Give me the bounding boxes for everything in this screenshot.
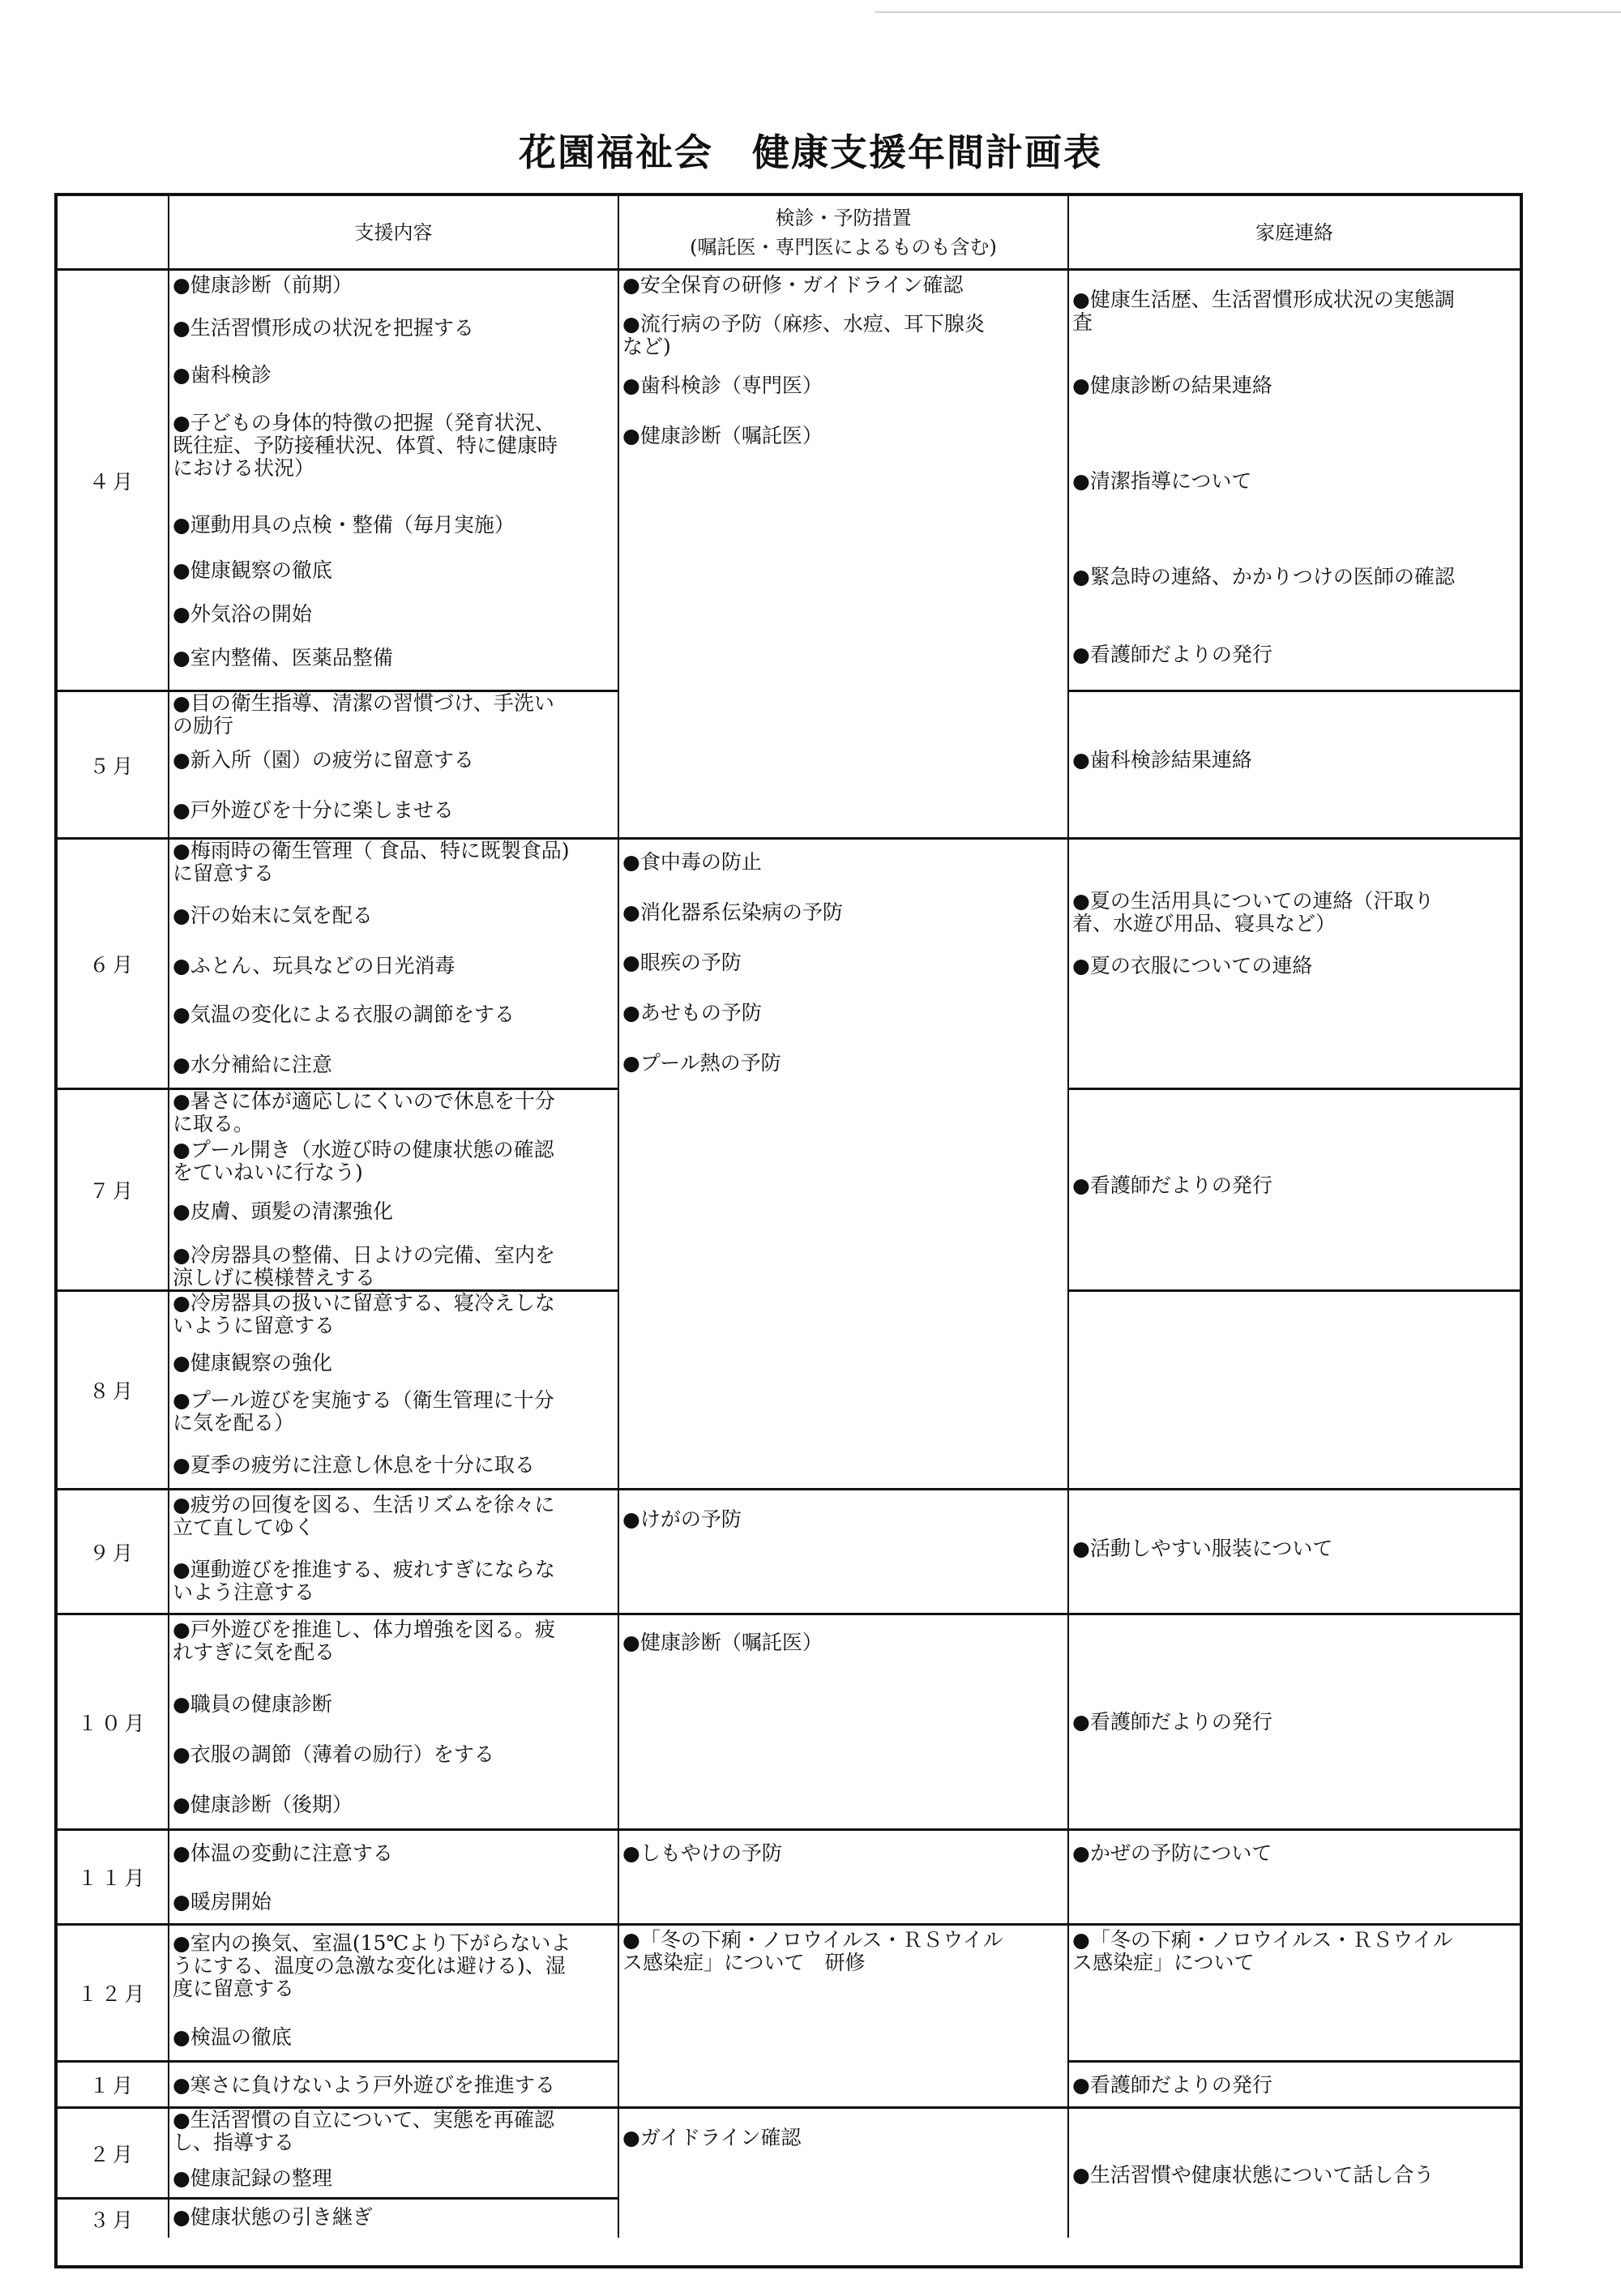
month-label: ７月 <box>58 1090 169 1292</box>
support-item: ●暑さに体が適応しにくいので休息を十分 に取る。 <box>173 1090 555 1135</box>
checkup-cell-feb-mar <box>619 2109 1069 2238</box>
checkup-cell-jun-aug <box>619 840 1069 1490</box>
family-item: ●看護師だよりの発行 <box>1072 1710 1272 1734</box>
checkup-item: ●健康診断（嘱託医） <box>622 424 823 447</box>
checkup-item: ●流行病の予防（麻疹、水痘、耳下腺炎 など) <box>622 312 985 358</box>
header-checkup <box>619 196 1069 271</box>
checkup-item: ●しもやけの予防 <box>622 1841 782 1865</box>
family-item: ●健康生活歴、生活習慣形成状況の実態調 査 <box>1072 288 1455 334</box>
family-item: ●看護師だよりの発行 <box>1072 2073 1272 2097</box>
support-cell-jan <box>169 2063 619 2109</box>
support-item: ●戸外遊びを十分に楽しませる <box>173 798 454 822</box>
support-item: ●体温の変動に注意する <box>173 1841 393 1865</box>
support-item: ●生活習慣の自立について、実態を再確認 し、指導する <box>173 2109 554 2154</box>
month-label: １月 <box>58 2063 169 2109</box>
support-item: ●気温の変化による衣服の調節をする <box>173 1003 515 1026</box>
checkup-item: ●歯科検診（専門医） <box>622 374 823 397</box>
checkup-item: ●けがの予防 <box>622 1507 742 1531</box>
support-item: ●運動遊びを推進する、疲れすぎにならな いよう注意する <box>173 1558 555 1604</box>
header-support <box>169 196 619 271</box>
support-cell-may <box>169 692 619 840</box>
month-label: １１月 <box>58 1831 169 1926</box>
checkup-cell-sep <box>619 1490 1069 1615</box>
support-item: ●健康状態の引き継ぎ <box>173 2205 373 2229</box>
support-item: ●皮膚、頭髪の清潔強化 <box>173 1199 393 1223</box>
family-item: ●活動しやすい服装について <box>1072 1537 1333 1560</box>
support-item: ●室内整備、医薬品整備 <box>173 646 393 669</box>
family-item: ●夏の生活用具についての連絡（汗取り 着、水遊び用品、寝具など） <box>1072 889 1435 935</box>
page-title: 花園福祉会 健康支援年間計画表 <box>519 130 1102 174</box>
header-checkup-line2: (嘱託医・専門医によるものも含む) <box>690 235 997 259</box>
checkup-cell-nov <box>619 1831 1069 1926</box>
family-item: ●看護師だよりの発行 <box>1072 1174 1272 1197</box>
support-item: ●夏季の疲労に注意し休息を十分に取る <box>173 1453 535 1477</box>
family-cell-may <box>1069 692 1520 840</box>
support-cell-jun <box>169 840 619 1090</box>
family-cell-jul <box>1069 1090 1520 1292</box>
support-item: ●疲労の回復を図る、生活リズムを徐々に 立て直してゆく <box>173 1493 555 1539</box>
checkup-item: ●プール熱の予防 <box>622 1051 781 1075</box>
header-month <box>58 196 169 271</box>
support-cell-dec <box>169 1926 619 2063</box>
support-item: ●運動用具の点検・整備（毎月実施） <box>173 513 515 537</box>
support-item: ●梅雨時の衛生管理（ 食品、特に既製食品) に留意する <box>173 840 570 885</box>
support-item: ●冷房器具の扱いに留意する、寝冷えしな いように留意する <box>173 1292 555 1337</box>
support-item: ●子どもの身体的特徴の把握（発育状況、 既往症、予防接種状況、体質、特に健康時 における状況） <box>173 411 558 480</box>
month-label: ４月 <box>58 271 169 692</box>
family-cell-feb-mar <box>1069 2109 1520 2238</box>
header-checkup-line1: 検診・予防措置 <box>775 206 912 229</box>
family-item: ●歯科検診結果連絡 <box>1072 748 1252 772</box>
support-item: ●検温の徹底 <box>173 2025 292 2049</box>
support-cell-apr <box>169 271 619 692</box>
support-cell-jul <box>169 1090 619 1292</box>
checkup-cell-dec-jan <box>619 1926 1069 2109</box>
support-item: ●寒さに負けないよう戸外遊びを推進する <box>173 2073 555 2097</box>
family-cell-apr <box>1069 271 1520 692</box>
family-cell-nov <box>1069 1831 1520 1926</box>
header-support-label: 支援内容 <box>354 220 433 244</box>
support-cell-feb <box>169 2109 619 2200</box>
family-cell-jun <box>1069 840 1520 1090</box>
month-label: ９月 <box>58 1490 169 1615</box>
family-cell-oct <box>1069 1615 1520 1831</box>
family-item: ●看護師だよりの発行 <box>1072 643 1272 666</box>
support-item: ●室内の換気、室温(15℃より下がらないよ うにする、温度の急激な変化は避ける)、湿 度に留意する <box>173 1931 571 2000</box>
support-item: ●外気浴の開始 <box>173 602 312 626</box>
family-item: ●かぜの予防について <box>1072 1841 1272 1865</box>
support-item: ●健康診断（前期） <box>173 273 353 297</box>
month-label: ２月 <box>58 2109 169 2200</box>
family-cell-jan <box>1069 2063 1520 2109</box>
checkup-item: ●「冬の下痢・ノロウイルス・ＲＳウイル ス感染症」について 研修 <box>622 1928 1003 1974</box>
family-item: ●「冬の下痢・ノロウイルス・ＲＳウイル ス感染症」について <box>1072 1928 1453 1974</box>
support-item: ●健康記録の整理 <box>173 2166 332 2190</box>
month-label: ３月 <box>58 2200 169 2238</box>
support-item: ●健康観察の徹底 <box>173 558 332 582</box>
month-label: １０月 <box>58 1615 169 1831</box>
checkup-item: ●食中毒の防止 <box>622 850 762 874</box>
family-cell-sep <box>1069 1490 1520 1615</box>
family-item: ●夏の衣服についての連絡 <box>1072 954 1313 977</box>
family-item: ●健康診断の結果連絡 <box>1072 374 1272 397</box>
checkup-item: ●眼疾の予防 <box>622 951 742 974</box>
checkup-cell-apr-may <box>619 271 1069 840</box>
support-cell-mar <box>169 2200 619 2238</box>
support-cell-sep <box>169 1490 619 1615</box>
plan-table <box>54 193 1523 2268</box>
support-item: ●衣服の調節（薄着の励行）をする <box>173 1742 494 1766</box>
support-item: ●生活習慣形成の状況を把握する <box>173 316 474 340</box>
support-item: ●歯科検診 <box>173 363 272 387</box>
support-item: ●汗の始末に気を配る <box>173 904 373 927</box>
month-label: ６月 <box>58 840 169 1090</box>
support-cell-aug <box>169 1292 619 1490</box>
support-item: ●冷房器具の整備、日よけの完備、室内を 涼しげに模様替えする <box>173 1243 555 1289</box>
support-item: ●戸外遊びを推進し、体力増強を図る。疲 れすぎに気を配る <box>173 1618 555 1664</box>
top-border-line <box>875 11 1621 13</box>
header-family <box>1069 196 1520 271</box>
checkup-item: ●あせもの予防 <box>622 1001 762 1024</box>
family-item: ●生活習慣や健康状態について話し合う <box>1072 2163 1435 2187</box>
support-item: ●新入所（園）の疲労に留意する <box>173 748 474 772</box>
family-item: ●緊急時の連絡、かかりつけの医師の確認 <box>1072 565 1455 588</box>
support-item: ●目の衛生指導、清潔の習慣づけ、手洗い の励行 <box>173 692 554 738</box>
family-item: ●清潔指導について <box>1072 469 1252 493</box>
support-cell-nov <box>169 1831 619 1926</box>
checkup-item: ●ガイドライン確認 <box>622 2126 802 2149</box>
checkup-item: ●安全保育の研修・ガイドライン確認 <box>622 273 964 297</box>
support-item: ●水分補給に注意 <box>173 1053 332 1076</box>
support-cell-oct <box>169 1615 619 1831</box>
family-cell-dec <box>1069 1926 1520 2063</box>
family-cell-aug <box>1069 1292 1520 1490</box>
month-label: ８月 <box>58 1292 169 1490</box>
support-item: ●職員の健康診断 <box>173 1692 332 1716</box>
support-item: ●プール遊びを実施する（衛生管理に十分 に気を配る） <box>173 1388 554 1434</box>
checkup-item: ●消化器系伝染病の予防 <box>622 900 843 924</box>
support-item: ●暖房開始 <box>173 1890 272 1913</box>
month-label: ５月 <box>58 692 169 840</box>
header-family-label: 家庭連絡 <box>1255 220 1333 244</box>
checkup-item: ●健康診断（嘱託医） <box>622 1631 823 1654</box>
month-label: １２月 <box>58 1926 169 2063</box>
support-item: ●健康診断（後期） <box>173 1793 353 1816</box>
support-item: ●プール開き（水遊び時の健康状態の確認 をていねいに行なう) <box>173 1138 554 1184</box>
support-item: ●健康観察の強化 <box>173 1351 332 1375</box>
checkup-cell-oct <box>619 1615 1069 1831</box>
support-item: ●ふとん、玩具などの日光消毒 <box>173 954 456 977</box>
